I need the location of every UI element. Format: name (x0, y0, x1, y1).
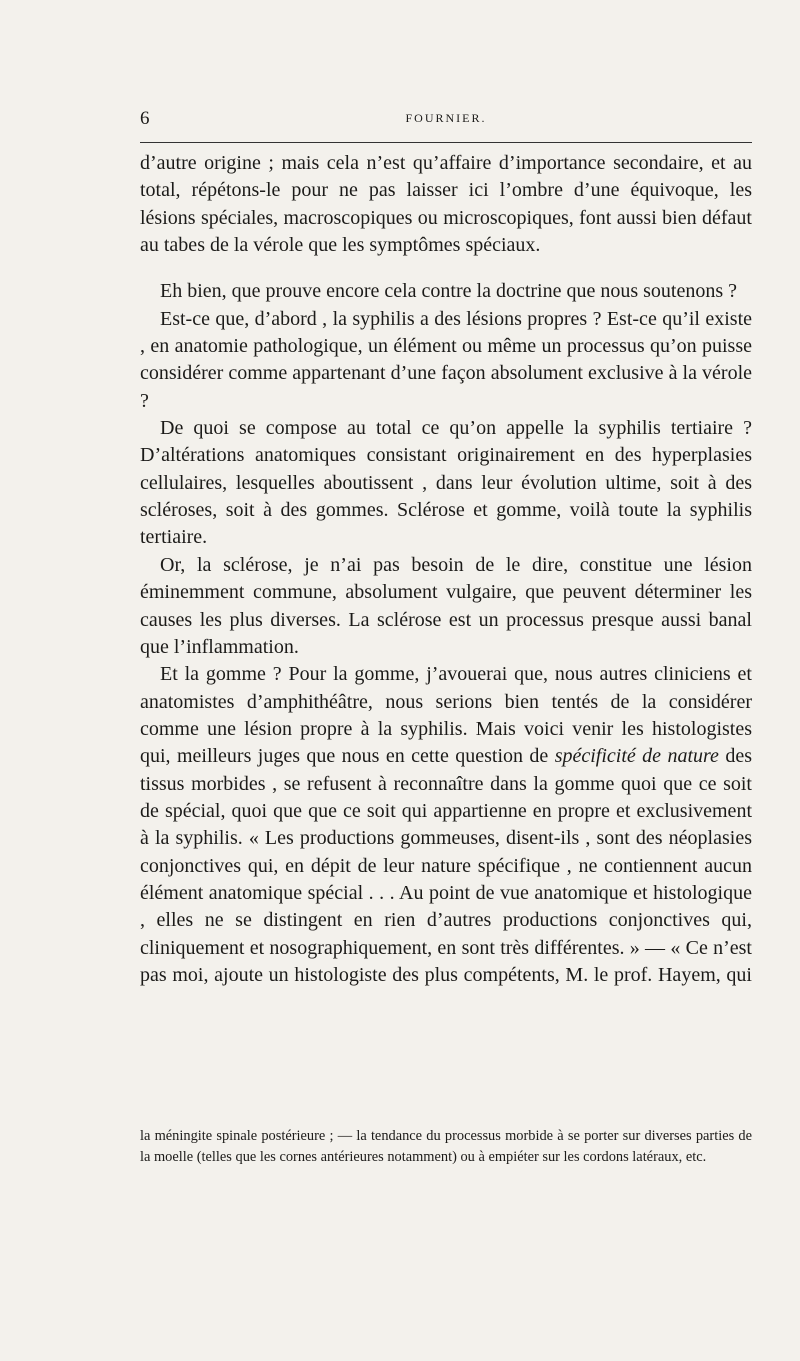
page-header (140, 108, 752, 134)
paragraph: De quoi se compose au total ce qu’on appelle la syphilis tertiaire ? D’altérations anatomiques consistant originairement en des hyperplasies cellulaires, lesquelles aboutissent , dans leur évolution ultime, soit à des scléroses, soit à des gommes. Sclérose et gomme, voilà toute la syphilis tertiaire. (140, 417, 752, 549)
page-number: 6 (140, 108, 150, 129)
main-text (140, 150, 752, 989)
emphasis-text: spécificité de nature (554, 745, 719, 768)
footnote-text: la méningite spinale postérieure ; — la tendance du processus morbide à se porter sur diverses parties de la moelle (telles que les cornes antérieures notamment) ou à empiéter sur les cordons latéraux, etc. (140, 1128, 752, 1165)
running-head: FOURNIER. (405, 111, 487, 125)
header-rule (140, 142, 752, 143)
paragraph: Eh bien, que prouve encore cela contre la doctrine que nous soutenons ? (160, 280, 738, 303)
paragraph: Est-ce que, d’abord , la syphilis a des lésions propres ? Est-ce qu’il existe , en anatomie pathologique, un élément ou même un processus qu’on puisse considérer comme appartenant d’une façon absolument exclusive à la vérole ? (140, 307, 752, 412)
paragraph: Or, la sclérose, je n’ai pas besoin de le dire, constitue une lésion éminemment commune, absolument vulgaire, que peuvent déterminer les causes les plus diverses. La sclérose est un processus presque aussi banal que l’inflammation. (140, 553, 752, 658)
paragraph: d’autre origine ; mais cela n’est qu’affaire d’importance secondaire, et au total, répétons-le pour ne pas laisser ici l’ombre d’une équivoque, les lésions spéciales, macroscopiques ou microscopiques, font aussi bien défaut au tabes de la vérole que les symptômes spéciaux. (140, 152, 752, 257)
footnote (140, 1126, 752, 1168)
paragraph (140, 661, 752, 989)
paragraph-text: des tissus morbides , se refusent à reconnaître dans la gomme quoi que ce soit de spécial, quoi que que ce soit qui appartienne en propre et exclusivement à la syphilis. « Les productions gommeuses, disent-ils , sont des néoplasies conjonctives qui, en dépit de leur nature spécifique , ne contiennent aucun élément anatomique spécial . . . Au point de vue anatomique et histologique , elles ne se distingent en rien d’autres productions conjonctives qui, cliniquement et nosographiquement, en sont très différentes. » — « Ce n’est pas moi, ajoute un histologiste des plus compétents, M. le prof. Hayem, qui (140, 745, 752, 986)
paragraph-text: Et la gomme ? Pour la gomme, j’avouerai que, nous autres cliniciens et anatomistes d’amphithéâtre, nous serions bien tentés de la considérer comme une lésion propre à la syphilis. Mais voici venir les histologistes qui, meilleurs juges que nous en cette question de (140, 663, 752, 768)
